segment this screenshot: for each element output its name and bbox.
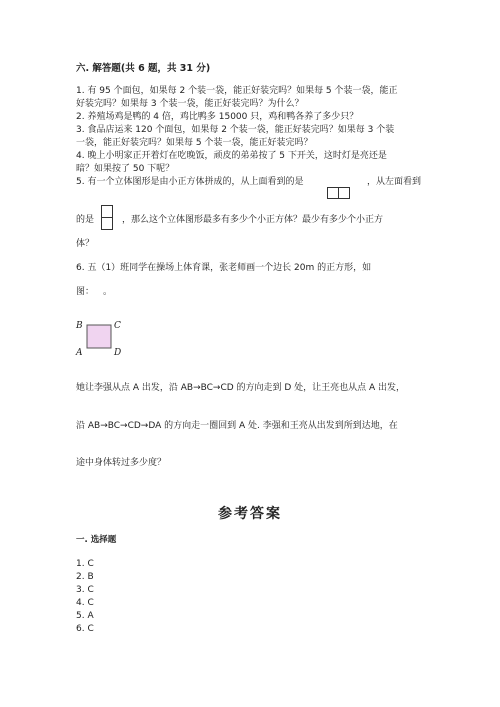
question-4-line-2: 暗？如果按了 50 下呢？ [76, 164, 175, 174]
question-6-line-1: 6. 五（1）班同学在操场上体育课，张老师画一个边长 20m 的正方形，如 [76, 263, 372, 273]
question-4-line-1: 4. 晚上小明家正开着灯在吃晚饭，顽皮的弟弟按了 5 下开关，这时灯是亮还是 [76, 151, 387, 161]
left-view-cell [101, 217, 113, 230]
question-2: 2. 养殖场鸡是鸭的 4 倍，鸡比鸭多 15000 只，鸡和鸭各养了多少只？ [76, 112, 359, 122]
question-6-trailing-mark: 。 [103, 287, 113, 297]
answer-item: 3. C [76, 585, 94, 595]
question-6-paragraph-3: 途中身体转过多少度？ [76, 458, 167, 468]
question-5-part-5: 体？ [76, 239, 95, 249]
question-6-paragraph-2: 沿 AB→BC→CD→DA 的方向走一圈回到 A 处. 李强和王亮从出发到所到达地，在 [76, 421, 398, 431]
question-5-part-1: 5. 有一个立体图形是由小正方体拼成的，从上面看到的是 [76, 177, 304, 187]
answer-item: 1. C [76, 559, 94, 569]
question-3-line-1: 3. 食品店运来 120 个面包，如果每 2 个装一袋，能正好装完吗？如果每 3 个装 [76, 125, 395, 135]
answer-key-title: 参考答案 [218, 506, 282, 522]
vertex-label-c: C [114, 321, 121, 331]
question-5-part-3: 的是 [76, 215, 95, 225]
question-1-line-2: 好装完吗？如果每 3 个装一袋，能正好装完吗？为什么？ [76, 99, 304, 109]
answer-item: 4. C [76, 598, 94, 608]
vertex-label-d: D [114, 348, 122, 358]
question-1-line-1: 1. 有 95 个面包，如果每 2 个装一袋，能正好装完吗？如果每 5 个装一袋，能正 [76, 86, 398, 96]
answer-item: 6. C [76, 624, 94, 634]
question-6-line-2: 图： [76, 287, 95, 297]
square-diagram [72, 314, 132, 360]
answer-section-heading: 一. 选择题 [76, 535, 117, 545]
answer-item: 5. A [76, 611, 94, 621]
square-abcd [87, 325, 111, 348]
section-heading: 六. 解答题(共 6 题，共 31 分) [76, 63, 211, 74]
vertex-label-b: B [76, 321, 83, 331]
vertex-label-a: A [76, 348, 83, 358]
question-5-part-2: ，从左面看到 [367, 177, 422, 187]
question-3-line-2: 一袋，能正好装完吗？如果每 5 个装一袋，能正好装完吗？ [76, 138, 313, 148]
question-5-part-4: ，那么这个立体图形最多有多少个小正方体？最少有多少个小正方 [122, 215, 384, 225]
question-6-paragraph-1: 她让李强从点 A 出发，沿 AB→BC→CD 的方向走到 D 处，让王亮也从点 A 出发， [76, 383, 406, 393]
top-view-cell [338, 187, 350, 199]
answer-item: 2. B [76, 572, 94, 582]
